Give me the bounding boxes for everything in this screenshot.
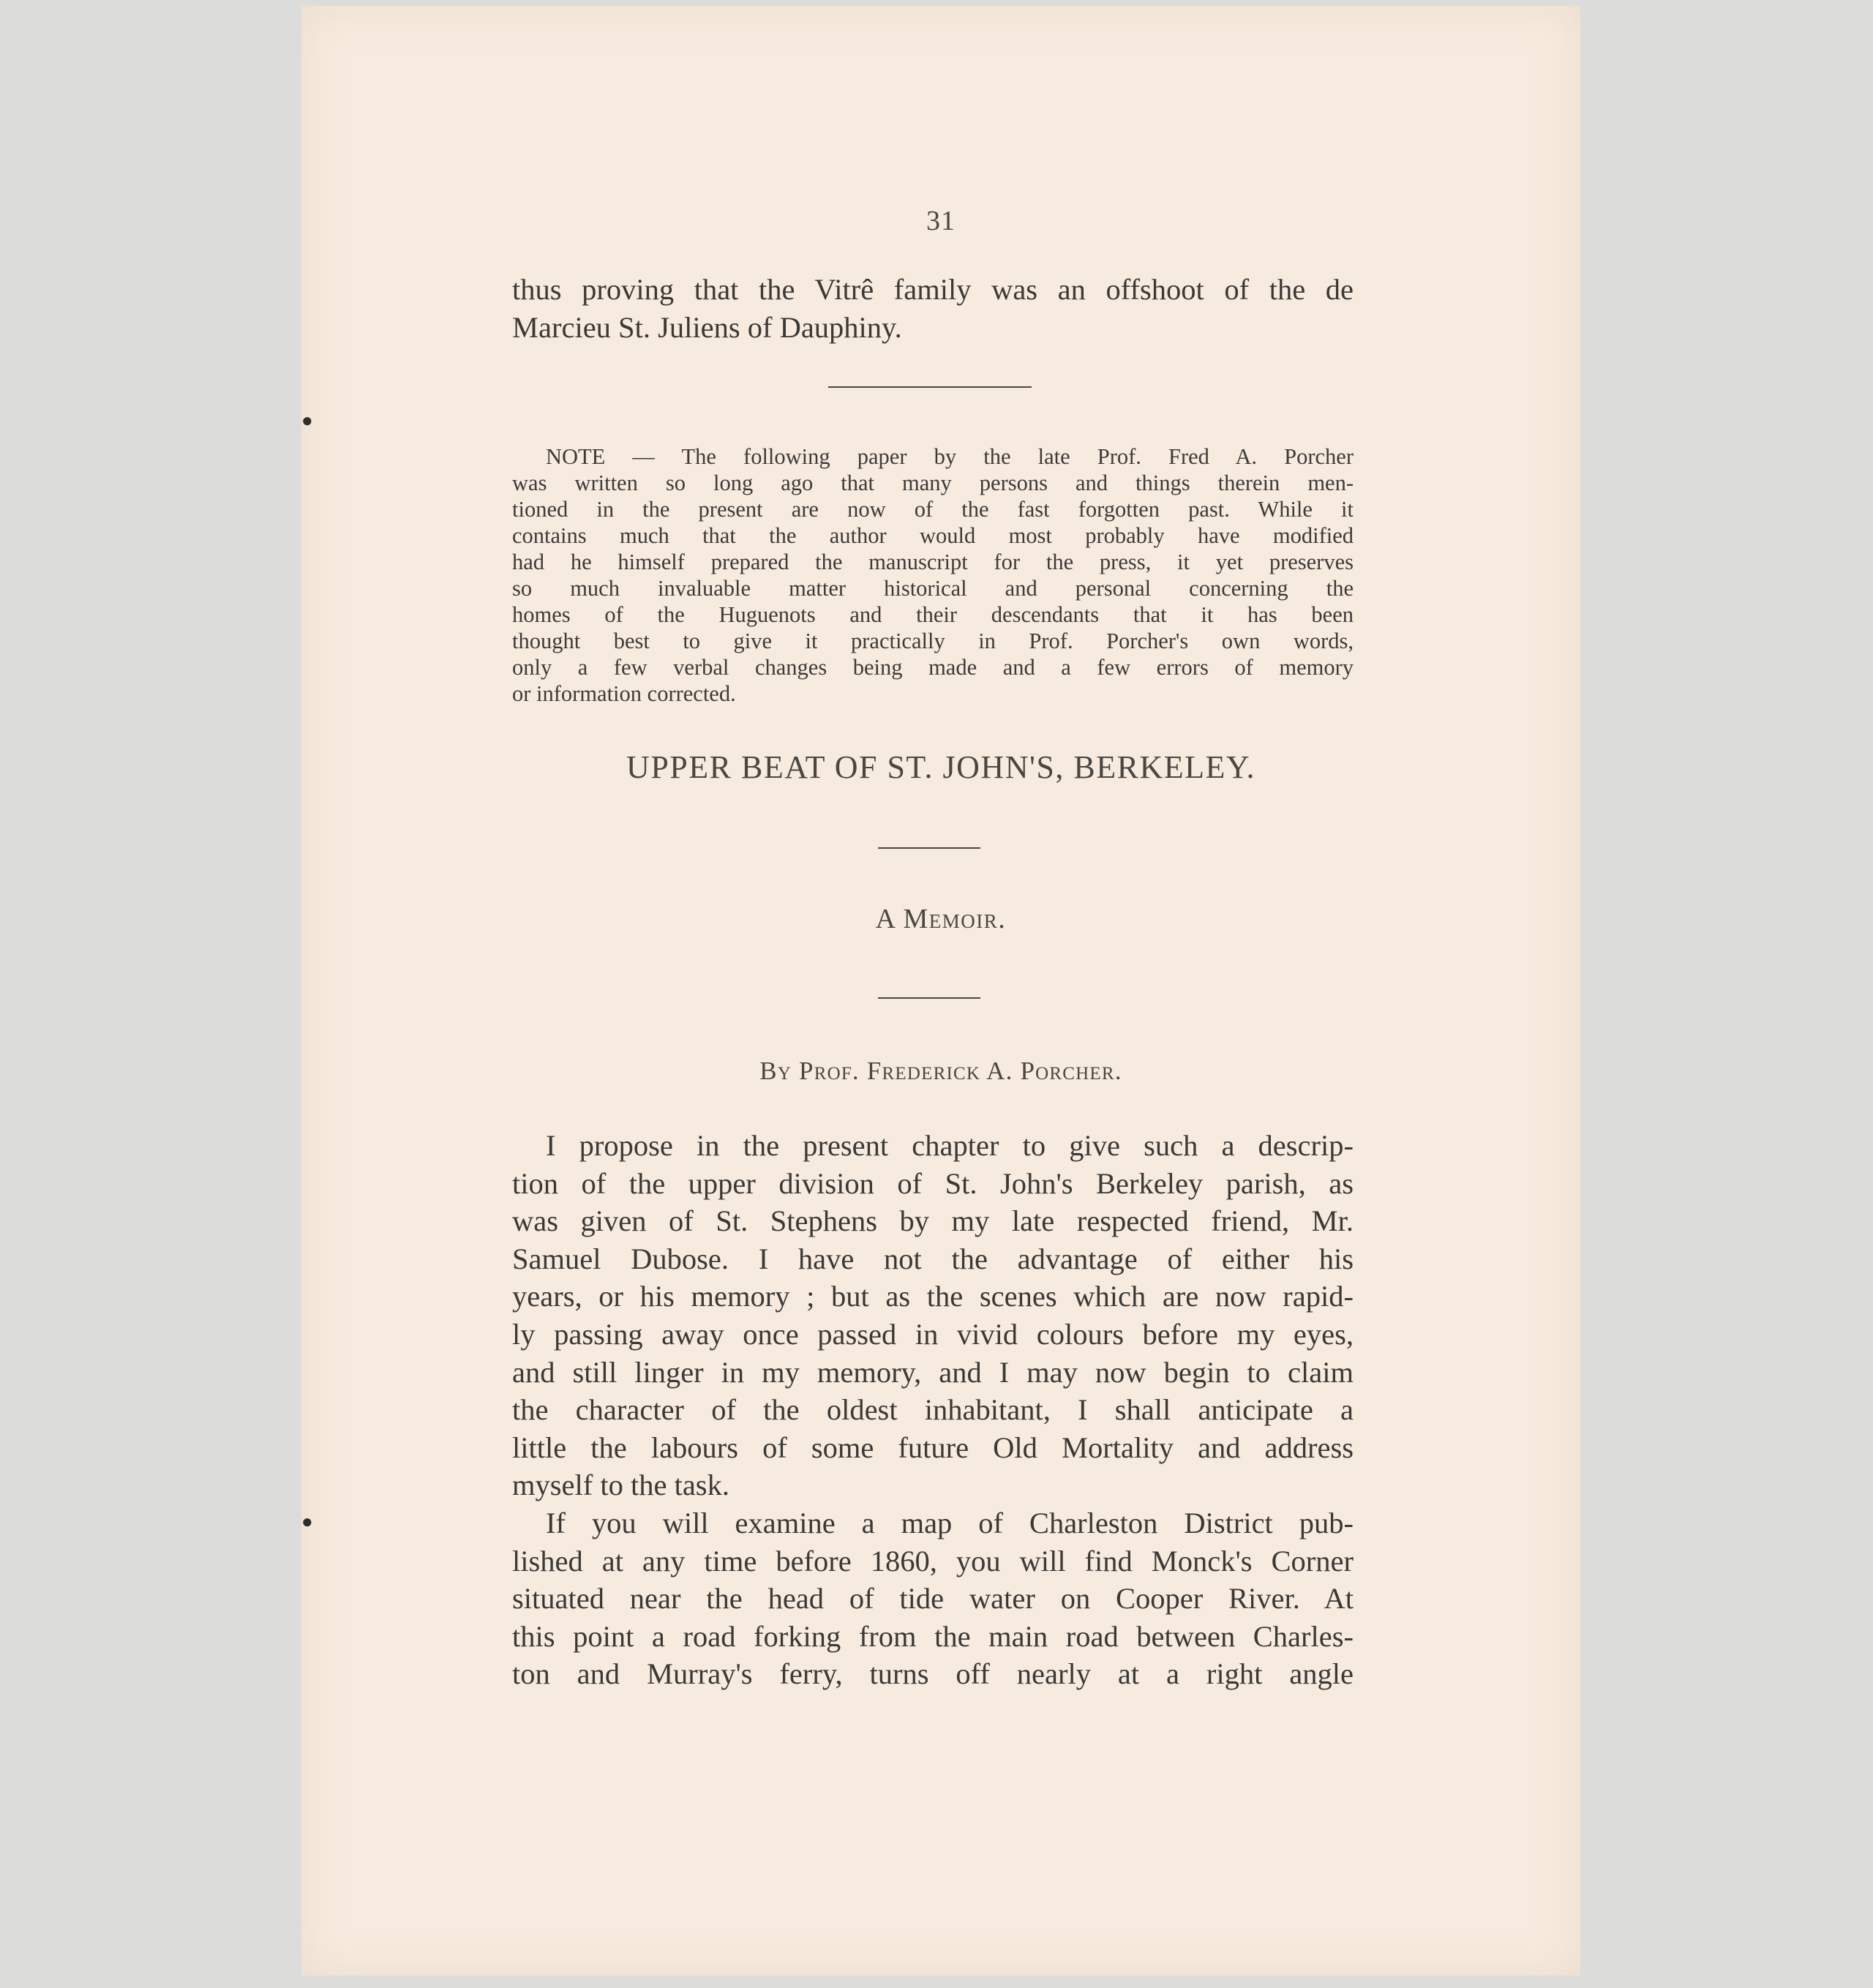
note-line: homes of the Huguenots and their descendants that it has been <box>512 602 1354 627</box>
body-line: situated near the head of tide water on Cooper River. At <box>512 1582 1354 1616</box>
note-line: was written so long ago that many persons and things therein men- <box>512 470 1354 495</box>
note-line: NOTE — The following paper by the late Prof. Fred A. Porcher <box>546 444 1354 469</box>
opening-text <box>512 271 1354 347</box>
body-line: the character of the oldest inhabitant, I shall anticipate a <box>512 1393 1354 1427</box>
note-line: only a few verbal changes being made and a few errors of memory <box>512 655 1354 680</box>
chapter-subtitle: A Memoir. <box>875 904 1007 934</box>
body-text <box>512 1127 1354 1693</box>
author-byline: By Prof. Frederick A. Porcher. <box>759 1057 1122 1085</box>
body-line: I propose in the present chapter to give such a descrip- <box>546 1129 1354 1162</box>
body-line: Samuel Dubose. I have not the advantage of either his <box>512 1242 1354 1275</box>
text-line: thus proving that the Vitrê family was an offshoot of the de <box>512 273 1354 306</box>
note-line: contains much that the author would most probably have modified <box>512 523 1354 548</box>
body-line: lished at any time before 1860, you will find Monck's Corner <box>512 1544 1354 1578</box>
body-line: and still linger in my memory, and I may now begin to claim <box>512 1355 1354 1389</box>
body-line: was given of St. Stephens by my late respected friend, Mr. <box>512 1204 1354 1238</box>
chapter-title: UPPER BEAT OF ST. JOHN'S, BERKELEY. <box>626 749 1255 785</box>
body-line: tion of the upper division of St. John's Berkeley parish, as <box>512 1166 1354 1200</box>
binding-mark: ● <box>301 1511 313 1532</box>
body-line: ly passing away once passed in vivid colours before my eyes, <box>512 1317 1354 1351</box>
title-divider <box>878 847 980 849</box>
body-line: little the labours of some future Old Mortality and address <box>512 1430 1354 1464</box>
text-line: Marcieu St. Juliens of Dauphiny. <box>512 311 902 344</box>
binding-mark: ● <box>301 410 313 431</box>
section-divider <box>828 386 1032 388</box>
body-line: years, or his memory ; but as the scenes which are now rapid- <box>512 1280 1354 1313</box>
note-line: thought best to give it practically in Prof. Porcher's own words, <box>512 629 1354 653</box>
body-line: ton and Murray's ferry, turns off nearly at a right angle <box>512 1657 1354 1691</box>
note-line: or information corrected. <box>512 681 736 706</box>
body-line: this point a road forking from the main road between Charles- <box>512 1619 1354 1653</box>
book-page <box>301 6 1580 1976</box>
note-line: so much invaluable matter historical and personal concerning the <box>512 576 1354 601</box>
body-line: myself to the task. <box>512 1469 729 1502</box>
subtitle-divider <box>878 997 980 999</box>
page-number: 31 <box>926 206 956 236</box>
note-line: had he himself prepared the manuscript for the press, it yet preserves <box>512 549 1354 574</box>
body-line: If you will examine a map of Charleston District pub- <box>546 1506 1354 1539</box>
note-line: tioned in the present are now of the fast forgotten past. While it <box>512 497 1354 522</box>
editor-note <box>512 443 1354 707</box>
